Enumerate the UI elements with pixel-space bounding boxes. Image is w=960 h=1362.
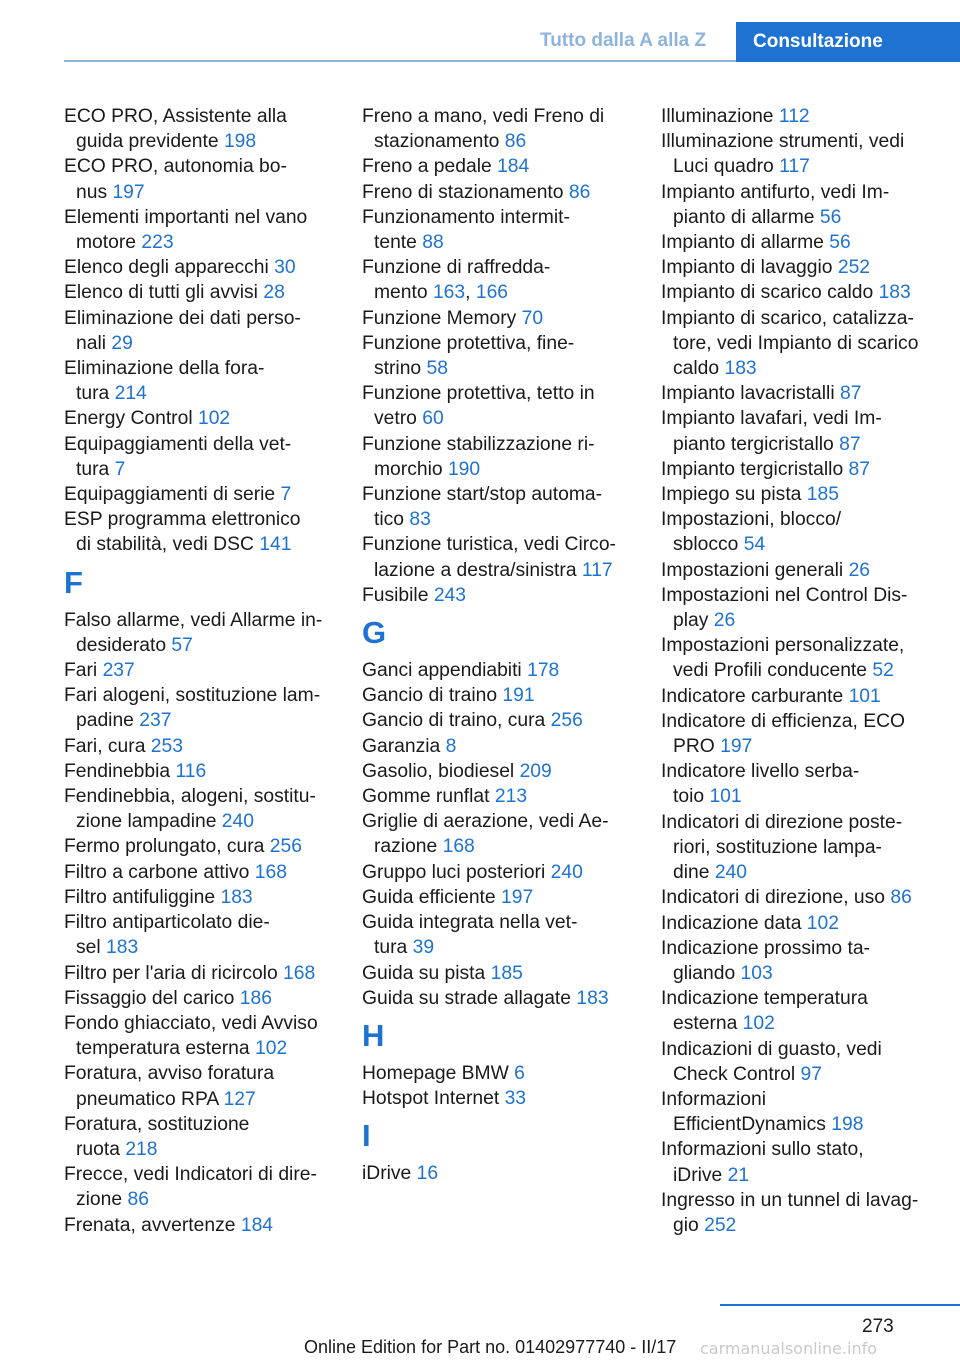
index-entry [64,432,339,482]
index-entry-text: Filtro per l'aria di ricircolo [64,962,278,984]
page-reference-link[interactable]: 168 [442,836,475,858]
index-entry-text: Guida integrata nella vet- tura [362,912,578,959]
page-reference-link[interactable]: 87 [848,458,870,480]
page-reference-link[interactable]: 141 [259,534,292,556]
page-reference-link[interactable]: 256 [550,710,583,732]
index-entry-text: Indicazioni di guasto, vedi Check Control [661,1038,882,1085]
index-entry [64,406,339,431]
page-reference-link[interactable]: 178 [527,660,560,682]
page-reference-link[interactable]: 33 [504,1088,527,1110]
index-entry: Funzione di raffredda- mento 163, 166 [362,257,551,304]
index-entry [64,255,339,280]
index-entry-text: ESP programma elettronico di stabilità, vedi DSC [64,509,301,556]
index-entry [362,683,637,708]
index-entry-text: Funzione stabilizzazione ri- morchio [362,433,595,480]
page-reference-link[interactable]: 168 [254,861,287,883]
index-entry-text: Equipaggiamenti della vet- tura [64,433,292,480]
index-entry [661,306,947,382]
index-entry [64,860,339,885]
index-entry [362,961,637,986]
page-reference-link[interactable]: 184 [497,156,530,178]
page-reference-link[interactable]: 252 [704,1214,737,1236]
page-reference-link[interactable]: 88 [422,232,444,254]
index-column-3 [661,104,947,1238]
index-entry [64,104,339,154]
index-entry-text: Fusibile [362,584,429,606]
index-entry [362,306,637,331]
index-entry [661,180,947,230]
page-reference-link[interactable]: 190 [447,458,481,480]
index-entry-text: Indicatore livello serba- toio [661,761,860,808]
page-reference-link[interactable]: 60 [422,408,444,430]
page-reference-link[interactable]: 102 [742,1013,775,1035]
page-reference-link[interactable]: 214 [114,383,147,405]
index-entry-text: Indicatore di efficienza, ECO PRO [661,710,905,758]
index-entry [64,507,339,557]
page-reference-link[interactable]: 58 [426,358,448,380]
index-entry-text: Elementi importanti nel vano motore [64,206,308,254]
page-reference-link[interactable]: 198 [223,131,257,153]
index-entry-text: Impianto lavafari, vedi Im- pianto tergicristallo [661,408,882,455]
index-entry [661,406,947,456]
page-reference-link[interactable]: 183 [106,937,139,959]
index-entry-text: Funzione turistica, vedi Circo- lazione a destra/sinistra [362,534,616,581]
page-reference-link[interactable]: 256 [269,836,302,858]
index-entry [661,633,947,683]
index-entry [661,482,947,507]
watermark: carmanualsonline.info [700,1339,878,1358]
page-reference-link[interactable]: 185 [490,962,523,984]
page-header [0,0,960,62]
index-entry [362,885,637,910]
index-entry [362,658,637,683]
index-entry-text: Fari [64,660,98,682]
index-entry-text: Funzione di raffredda- mento [362,257,551,304]
index-entry-text: Gasolio, biodiesel [362,760,515,782]
page-reference-link[interactable]: 240 [714,862,747,884]
index-entry-text: Eliminazione dei dati perso- nali [64,307,301,354]
page-reference-link[interactable]: 86 [568,181,591,203]
page-reference-link[interactable]: 112 [778,106,810,127]
page-reference-link[interactable]: 86 [504,131,527,153]
index-entry-text: Impostazioni nel Control Dis- play [661,584,908,632]
index-entry-text: Hotspot Internet [362,1088,500,1110]
index-entry-text: Impianto di lavaggio [661,257,833,279]
page-reference-link[interactable]: 253 [150,735,183,757]
index-entry-text: Gancio di traino [362,685,498,707]
page-reference-link[interactable]: 184 [240,1214,274,1236]
index-column-2 [362,104,637,1187]
index-entry-text: Impostazioni personalizzate, vedi Profili conducente [661,635,905,682]
index-entry [64,759,339,784]
page-reference-link[interactable]: 102 [806,912,839,934]
page-reference-link[interactable]: 86 [127,1189,149,1211]
page-reference-link[interactable]: 7 [280,484,292,506]
index-entry [661,911,947,936]
page-reference-link[interactable]: 237 [139,710,172,732]
index-entry-text: Impianto tergicristallo [661,458,844,480]
index-entry-text: Guida su strade allagate [362,987,572,1009]
index-entry [64,683,339,733]
index-entry [362,1161,637,1186]
index-entry [661,255,947,280]
index-entry-text: Elenco di tutti gli avvisi [64,282,258,304]
index-entry [661,230,947,255]
index-entry [661,104,947,129]
index-entry [64,784,339,834]
index-entry-text: Illuminazione [661,106,774,127]
page-reference-link[interactable]: 8 [445,735,457,757]
page-reference-link[interactable]: 83 [409,509,431,531]
page-reference-link[interactable]: 252 [837,257,871,279]
page-reference-link[interactable]: 198 [831,1114,864,1136]
index-entry-text: Equipaggiamenti di serie [64,484,276,506]
page-reference-link[interactable]: 70 [521,307,544,329]
page-reference-link[interactable]: 52 [872,660,894,682]
page-reference-link[interactable]: 183 [724,358,757,380]
page-reference-link[interactable]: 7 [114,458,126,480]
page-reference-link[interactable]: 209 [519,760,552,782]
index-entry [362,1086,637,1111]
index-entry [64,154,339,204]
index-entry-text: ECO PRO, autonomia bo- nus [64,156,287,203]
index-entry-text: Funzione Memory [362,307,517,329]
index-entry [661,280,947,305]
page-reference-link[interactable]: 168 [283,962,316,984]
page-reference-link[interactable]: 183 [576,987,609,1009]
page-reference-link[interactable]: 30 [274,257,296,279]
index-entry-text: Impianto lavacristalli [661,383,835,405]
index-entry [64,482,339,507]
index-entry-text: Indicazione prossimo ta- gliando [661,937,870,984]
index-entry [362,910,637,960]
index-entry [362,860,637,885]
index-entry [362,708,637,733]
index-entry [64,910,339,960]
page-reference-link[interactable]: 57 [171,634,193,656]
index-entry [362,759,637,784]
page-reference-link[interactable]: 102 [197,408,231,430]
page-reference-link[interactable]: 223 [141,232,174,254]
index-entry [661,936,947,986]
index-entry [362,734,637,759]
index-entry-text: Informazioni EfficientDynamics [661,1088,826,1136]
index-letter-heading: F [64,564,83,600]
index-entry [661,1188,947,1238]
section-title: Tutto dalla A alla Z [540,30,707,51]
index-entry [661,684,947,709]
index-entry [362,583,637,608]
footer-rule [720,1304,960,1306]
index-entry-text: Gruppo luci posteriori [362,861,546,883]
index-entry [362,432,637,482]
index-entry [661,1137,947,1187]
index-entry-text: Fendinebbia, alogeni, sostitu- zione lampadine [64,786,316,833]
page-reference-link[interactable]: 240 [221,811,254,833]
index-entry-text: Filtro antifuliggine [64,886,216,908]
page-reference-link[interactable]: 101 [709,786,742,808]
index-entry [661,1087,947,1137]
index-entry-text: Funzionamento intermit- tente [362,206,570,254]
index-entry-text: Filtro a carbone attivo [64,861,250,883]
index-entry [64,608,339,658]
index-entry-text: Freno di stazionamento [362,181,564,203]
index-entry [661,759,947,809]
index-entry [661,583,947,633]
index-entry-text: ECO PRO, Assistente alla guida previdente [64,106,287,153]
index-entry-text: Fari alogeni, sostituzione lam- padine [64,685,321,732]
index-entry [64,834,339,859]
index-entry [362,1061,637,1086]
index-entry-text: Indicazione temperatura esterna [661,988,868,1035]
index-entry [64,1061,339,1111]
index-entry-text: Garanzia [362,735,441,757]
header-rule [64,60,736,62]
index-entry [64,986,339,1011]
index-entry [64,280,339,305]
index-entry-text: Guida su pista [362,962,486,984]
page-reference-link[interactable]: 166 [475,282,509,304]
index-letter-heading: H [362,1017,385,1053]
page-reference-link[interactable]: 237 [102,660,135,682]
index-entry [661,885,947,910]
page-reference-link[interactable]: 56 [819,206,842,228]
index-entry-text: Impianto di scarico caldo [661,282,874,304]
page-reference-link[interactable]: 240 [550,861,583,883]
index-entry [661,381,947,406]
page-reference-link[interactable]: 117 [581,559,613,581]
index-entry [64,306,339,356]
page-reference-link[interactable]: 103 [740,962,773,984]
page-reference-link[interactable]: 56 [829,232,851,254]
page-reference-link[interactable]: 29 [111,332,133,354]
index-entry [661,507,947,557]
index-entry-text: Fari, cura [64,735,146,757]
index-entry-text: Griglie di aerazione, vedi Ae- razione [362,811,609,858]
index-entry-text: Indicatori di direzione poste- riori, sostituzione lampa- dine [661,811,903,884]
index-entry-text: iDrive [362,1163,412,1185]
page-reference-link[interactable]: 26 [848,559,871,581]
index-entry-text: Frecce, vedi Indicatori di dire- zione [64,1164,317,1211]
index-entry-text: Fermo prolungato, cura [64,836,265,858]
page-reference-link[interactable]: 197 [112,181,145,203]
page-reference-link[interactable]: 127 [223,1088,256,1110]
page-reference-link[interactable]: 87 [839,433,861,455]
index-entry [362,205,637,255]
index-entry [362,532,637,582]
index-entry [362,482,637,532]
index-entry-text: Foratura, sostituzione ruota [64,1113,250,1160]
index-entry-text: Illuminazione strumenti, vedi Luci quadro [661,131,905,178]
index-entry [362,381,637,431]
index-entry [64,205,339,255]
page-reference-link[interactable]: 185 [806,484,839,506]
index-entry [64,356,339,406]
index-entry-text: Ingresso in un tunnel di lavag- gio [661,1189,919,1236]
index-entry-text: Gomme runflat [362,786,490,808]
index-entry-text: Indicatori di direzione, uso [661,887,886,909]
page-reference-link[interactable]: 28 [263,282,285,304]
page-reference-link[interactable]: 26 [713,610,736,632]
page-reference-link[interactable]: 54 [743,534,766,556]
page-reference-link[interactable]: 191 [502,685,535,707]
index-entry-text: Funzione protettiva, fine- strino [362,332,575,380]
index-entry [64,1011,339,1061]
index-entry-text: Foratura, avviso foratura pneumatico RPA [64,1063,275,1110]
index-entry [64,1162,339,1212]
index-entry-text: Impianto di scarico, catalizza- tore, vedi Impianto di scarico caldo [661,307,919,380]
index-entry-text: Gancio di traino, cura [362,710,546,732]
page-reference-link[interactable]: 183 [220,886,253,908]
index-entry [661,129,947,179]
index-entry [64,961,339,986]
index-entry [661,1037,947,1087]
index-entry [661,558,947,583]
page-reference-link[interactable]: 163 [432,282,466,304]
page-reference-link[interactable]: 197 [501,886,534,908]
index-entry [362,809,637,859]
index-entry [64,658,339,683]
page-reference-link[interactable]: 186 [239,987,272,1009]
index-entry-text: Freno a pedale [362,156,492,178]
index-entry-text: Homepage BMW [362,1062,509,1084]
index-entry-text: Filtro antiparticolato die- sel [64,912,270,959]
page-reference-link[interactable]: 117 [779,156,810,178]
index-entry-text: Fissaggio del carico [64,987,235,1009]
chapter-tab: Consultazione [736,22,960,62]
index-entry [362,180,637,205]
index-column-1 [64,104,339,1238]
page-reference-link[interactable]: 218 [125,1138,158,1160]
index-entry [362,331,637,381]
index-entry-text: Indicatore carburante [661,685,844,707]
index-entry [362,104,637,154]
index-entry-text: Funzione protettiva, tetto in vetro [362,383,595,430]
index-letter-heading: G [362,615,387,651]
index-entry [362,784,637,809]
page-reference-link[interactable]: 39 [412,937,435,959]
page-reference-link[interactable]: 183 [878,282,911,304]
index-entry-text: Impostazioni generali [661,559,844,581]
page-reference-link[interactable]: 21 [727,1164,750,1186]
index-letter-heading: I [362,1118,371,1154]
index-entry-text: Impianto di allarme [661,232,824,254]
index-entry [64,1213,339,1238]
index-entry-text: Energy Control [64,408,193,430]
index-entry [64,885,339,910]
index-entry [362,986,637,1011]
index-entry [64,734,339,759]
index-entry [661,986,947,1036]
page-reference-link[interactable]: 86 [890,887,912,909]
index-entry-text: Impianto antifurto, vedi Im- pianto di allarme [661,181,890,228]
page-reference-link[interactable]: 213 [494,786,528,808]
page-number: 273 [862,1316,894,1337]
index-entry [661,810,947,886]
page-reference-link[interactable]: 16 [416,1163,439,1185]
index-entry-text: Falso allarme, vedi Allarme in- desiderato [64,609,323,656]
index-entry-text: Fondo ghiacciato, vedi Avviso temperatura esterna [64,1012,318,1060]
index-entry-text: Guida efficiente [362,886,496,908]
page-reference-link[interactable]: 243 [433,584,466,606]
index-entry [661,709,947,759]
index-entry-text: Ganci appendiabiti [362,660,522,682]
index-entry-text: Indicazione data [661,912,802,934]
page-reference-link[interactable]: 197 [720,736,753,758]
index-entry [661,457,947,482]
index-entry-text: Elenco degli apparecchi [64,257,269,279]
page-reference-link[interactable]: 97 [800,1063,822,1085]
index-entry-text: Impiego su pista [661,484,802,506]
index-entry [362,154,637,179]
edition-note: Online Edition for Part no. 01402977740 - II/17 [304,1337,677,1357]
page-reference-link[interactable]: 87 [839,383,862,405]
page-reference-link[interactable]: 102 [255,1038,288,1060]
index-entry-text: Frenata, avvertenze [64,1214,236,1236]
index-entry-text: Funzione start/stop automa- tico [362,484,603,531]
index-entry [64,1112,339,1162]
index-entry-text: Eliminazione della fora- tura [64,358,265,405]
page-reference-link[interactable]: 6 [514,1062,525,1084]
index-entry-text: Impostazioni, blocco/ sblocco [661,509,842,556]
index-entry-text: Freno a mano, vedi Freno di stazionamento [362,106,605,153]
index-entry-text: Informazioni sullo stato, iDrive [661,1139,864,1186]
index-entry-text: Fendinebbia [64,760,171,782]
page-reference-link[interactable]: 101 [848,685,881,707]
page-reference-link[interactable]: 116 [175,760,207,782]
